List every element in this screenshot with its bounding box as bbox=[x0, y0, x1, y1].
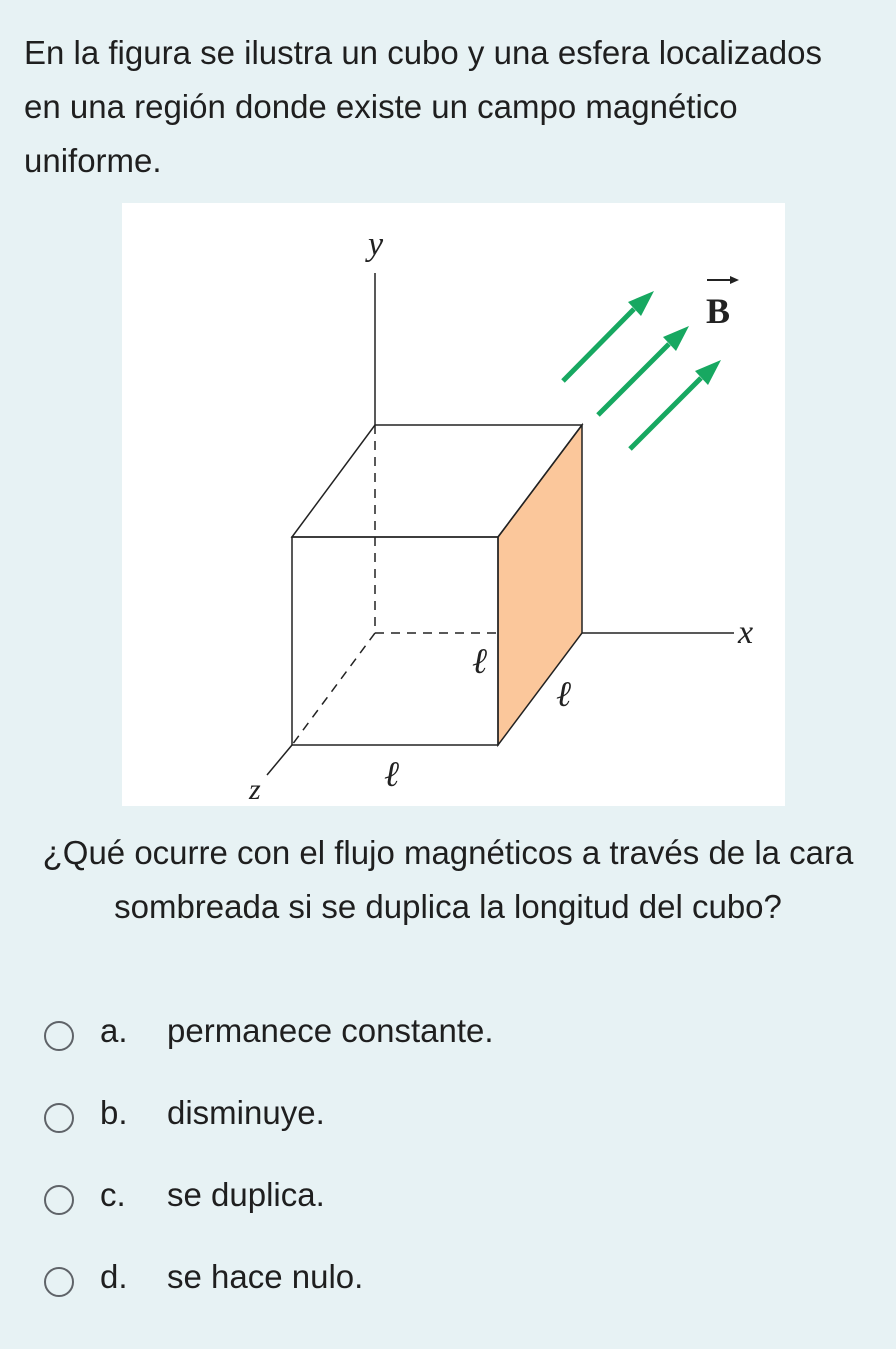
field-arrow bbox=[630, 378, 701, 449]
option-a[interactable] bbox=[40, 990, 860, 1072]
option-letter: c. bbox=[100, 1176, 126, 1213]
answer-options bbox=[40, 990, 860, 1318]
z-axis bbox=[267, 745, 292, 775]
radio-icon[interactable] bbox=[44, 1267, 74, 1297]
option-c[interactable] bbox=[40, 1154, 860, 1236]
label-y: y bbox=[368, 226, 384, 263]
label-B: B bbox=[706, 291, 731, 331]
option-letter: d. bbox=[100, 1258, 128, 1295]
question-text: ¿Qué ocurre con el flujo magnéticos a través de la cara sombreada si se duplica la longitud del cubo? bbox=[42, 834, 854, 925]
option-d[interactable] bbox=[40, 1236, 860, 1318]
label-edge-side: ℓ bbox=[556, 674, 571, 714]
radio-icon[interactable] bbox=[44, 1021, 74, 1051]
label-z: z bbox=[249, 773, 261, 806]
option-text: permanece constante. bbox=[167, 1012, 494, 1049]
label-edge-bottom: ℓ bbox=[384, 754, 399, 794]
option-text: se duplica. bbox=[167, 1176, 325, 1213]
front-face bbox=[292, 537, 498, 745]
field-arrow bbox=[563, 309, 634, 381]
option-text: se hace nulo. bbox=[167, 1258, 364, 1295]
option-b[interactable] bbox=[40, 1072, 860, 1154]
cube-field-figure bbox=[122, 203, 785, 806]
field-arrow bbox=[598, 344, 669, 415]
option-letter: b. bbox=[100, 1094, 128, 1131]
option-text: disminuye. bbox=[167, 1094, 325, 1131]
field-arrows bbox=[563, 291, 721, 449]
radio-icon[interactable] bbox=[44, 1185, 74, 1215]
label-x: x bbox=[738, 614, 754, 651]
option-letter: a. bbox=[100, 1012, 128, 1049]
vector-arrow-icon bbox=[707, 276, 739, 284]
label-edge-top: ℓ bbox=[472, 641, 487, 681]
radio-icon[interactable] bbox=[44, 1103, 74, 1133]
intro-text: En la figura se ilustra un cubo y una esfera localizados en una región donde existe un campo magnético uniforme. bbox=[24, 34, 822, 179]
